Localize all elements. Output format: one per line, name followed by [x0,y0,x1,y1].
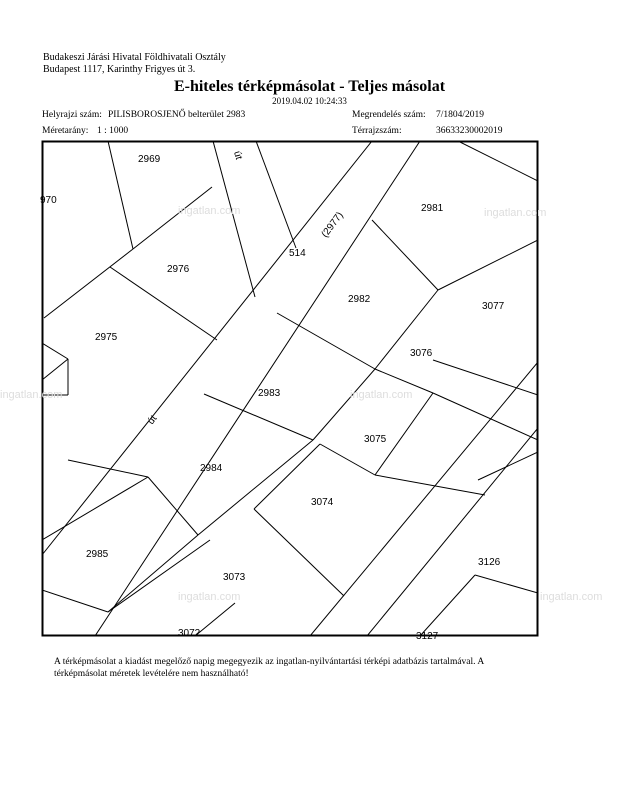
parcel-2981-label: 2981 [421,203,444,214]
parcel-3072-label: 3072 [178,628,201,639]
map-frame [43,142,538,636]
parcel-514-label: 514 [289,248,306,259]
parcel-2984-label: 2984 [200,463,223,474]
document-datetime: 2019.04.02 10:24:33 [272,96,347,106]
watermark: ingatlan.com [178,205,241,217]
parcel-2969-label: 2969 [138,154,161,165]
parcel-3075-label: 3075 [364,434,387,445]
parcel-3077-label: 3077 [482,301,505,312]
parcel-970-label: 970 [40,195,57,206]
helyrajzi-label: Helyrajzi szám: [42,110,102,120]
parcel-labels [40,150,505,642]
parcel-2982-label: 2982 [348,294,371,305]
parcel-3074-label: 3074 [311,497,334,508]
watermark: ingatlan.com [484,207,547,219]
watermark: ingatlan.com [178,591,241,603]
terrajz-label: Térrajzszám: [352,126,402,136]
parcel-2975-label: 2975 [95,332,118,343]
parcel-3076-label: 3076 [410,348,433,359]
parcel-3127-label: 3127 [416,631,439,642]
office-address: Budapest 1117, Karinthy Frigyes út 3. [43,64,196,75]
document-title: E-hiteles térképmásolat - Teljes másolat [173,78,446,95]
terrajz-value: 36633230002019 [436,126,503,136]
parcel-2977-label: (2977) [319,210,346,240]
helyrajzi-value: PILISBOROSJENŐ belterület 2983 [108,110,246,120]
watermark: ingatlan.com [0,389,63,401]
cadastral-map[interactable] [40,141,538,642]
parcel-2985-label: 2985 [86,549,109,560]
parcel-2976-label: 2976 [167,264,190,275]
parcel-2983-label: 2983 [258,388,281,399]
megrendeles-label: Megrendelés szám: [352,110,426,120]
office-name: Budakeszi Járási Hivatal Földhivatali Osztály [43,52,226,63]
disclaimer-note: A térképmásolat a kiadást megelőző napig megegyezik az ingatlan-nyilvántartási térképi adatbázis tartalmával. A térképmásolat méretek levételére nem használható! [54,657,484,679]
road-label-main: út [145,413,160,427]
watermark: ingatlan.com [540,591,603,603]
meretarany-label: Méretarány: [42,126,89,136]
parcel-3126-label: 3126 [478,557,501,568]
parcel-boundaries [42,141,538,636]
watermark: ingatlan.com [350,389,413,401]
road-label-top: út [231,149,244,161]
meretarany-value: 1 : 1000 [97,126,129,136]
megrendeles-value: 7/1804/2019 [436,110,485,120]
parcel-3073-label: 3073 [223,572,246,583]
